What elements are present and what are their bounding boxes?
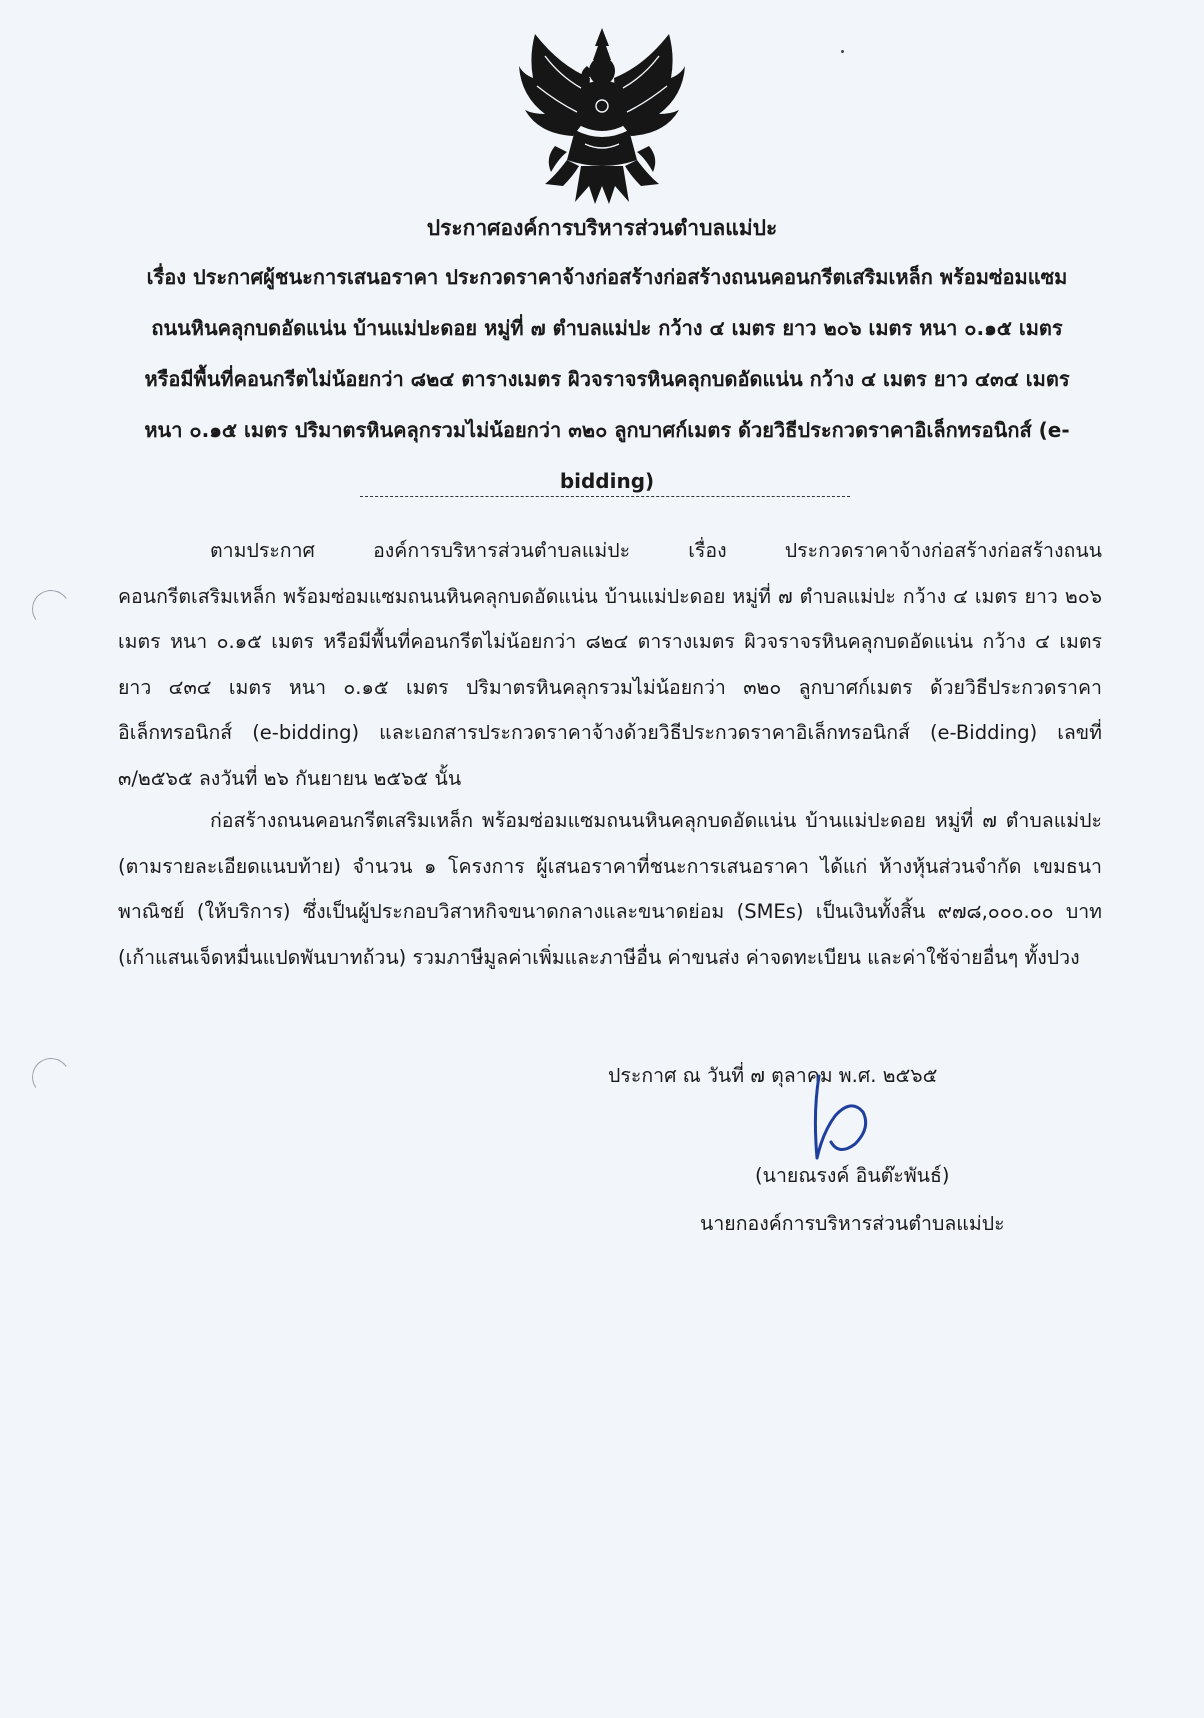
subject-line: หนา ๐.๑๕ เมตร ปริมาตรหินคลุกรวมไม่น้อยกว่า ๓๒๐ ลูกบาศก์เมตร ด้วยวิธีประกวดราคาอิเล็กทรอนิกส์ (e-	[144, 418, 1070, 442]
body-paragraph-1: ตามประกาศ องค์การบริหารส่วนตำบลแม่ปะ เรื่อง ประกวดราคาจ้างก่อสร้างก่อสร้างถนนคอนกรีตเสริมเหล็ก พร้อมซ่อมแซมถนนหินคลุกบดอัดแน่น บ้านแม่ปะดอย หมู่ที่ ๗ ตำบลแม่ปะ กว้าง ๔ เมตร ยาว ๒๐๖ เมตร หนา ๐.๑๕ เมตร หรือมีพื้นที่คอนกรีตไม่น้อยกว่า ๘๒๔ ตารางเมตร ผิวจราจรหินคลุกบดอัดแน่น กว้าง ๔ เมตร ยาว ๔๓๔ เมตร หนา ๐.๑๕ เมตร ปริมาตรหินคลุกรวมไม่น้อยกว่า ๓๒๐ ลูกบาศก์เมตร ด้วยวิธีประกวดราคาอิเล็กทรอนิกส์ (e-bidding) และเอกสารประกวดราคาจ้างด้วยวิธีประกวดราคาอิเล็กทรอนิกส์ (e-Bidding) เลขที่ ๓/๒๕๖๕ ลงวันที่ ๒๖ กันยายน ๒๕๖๕ นั้น	[118, 539, 1102, 790]
garuda-emblem-icon	[515, 26, 690, 206]
announcement-date: ประกาศ ณ วันที่ ๗ ตุลาคม พ.ศ. ๒๕๖๕	[608, 1064, 938, 1087]
handwritten-signature-icon	[805, 1072, 875, 1167]
organization-title: ประกาศองค์การบริหารส่วนตำบลแม่ปะ	[426, 216, 778, 240]
body-paragraph-2: ก่อสร้างถนนคอนกรีตเสริมเหล็ก พร้อมซ่อมแซมถนนหินคลุกบดอัดแน่น บ้านแม่ปะดอย หมู่ที่ ๗ ตำบลแม่ปะ (ตามรายละเอียดแนบท้าย) จำนวน ๑ โครงการ ผู้เสนอราคาที่ชนะการเสนอราคา ได้แก่ ห้างหุ้นส่วนจำกัด เขมธนาพาณิชย์ (ให้บริการ) ซึ่งเป็นผู้ประกอบวิสาหกิจขนาดกลางและขนาดย่อม (SMEs) เป็นเงินทั้งสิ้น ๙๗๘,๐๐๐.๐๐ บาท (เก้าแสนเจ็ดหมื่นแปดพันบาทถ้วน) รวมภาษีมูลค่าเพิ่มและภาษีอื่น ค่าขนส่ง ค่าจดทะเบียน และค่าใช้จ่ายอื่นๆ ทั้งปวง	[118, 809, 1102, 969]
divider-line	[360, 496, 850, 497]
subject-line: หรือมีพื้นที่คอนกรีตไม่น้อยกว่า ๘๒๔ ตารางเมตร ผิวจราจรหินคลุกบดอัดแน่น กว้าง ๔ เมตร ยาว ๔๓๔ เมตร	[144, 367, 1070, 391]
punch-hole-mark	[29, 587, 73, 631]
punch-hole-mark	[29, 1055, 73, 1099]
subject-line: ถนนหินคลุกบดอัดแน่น บ้านแม่ปะดอย หมู่ที่ ๗ ตำบลแม่ปะ กว้าง ๔ เมตร ยาว ๒๐๖ เมตร หนา ๐.๑๕ เมตร	[151, 316, 1063, 340]
subject-block	[112, 252, 1102, 507]
scan-speck	[841, 50, 844, 53]
subject-line: bidding)	[559, 469, 655, 493]
signer-position: นายกองค์การบริหารส่วนตำบลแม่ปะ	[700, 1212, 1005, 1235]
subject-line: เรื่อง ประกาศผู้ชนะการเสนอราคา ประกวดราคาจ้างก่อสร้างก่อสร้างถนนคอนกรีตเสริมเหล็ก พร้อมซ่อมแซม	[146, 265, 1068, 289]
signer-name: (นายณรงค์ อินต๊ะพันธ์)	[755, 1164, 950, 1187]
